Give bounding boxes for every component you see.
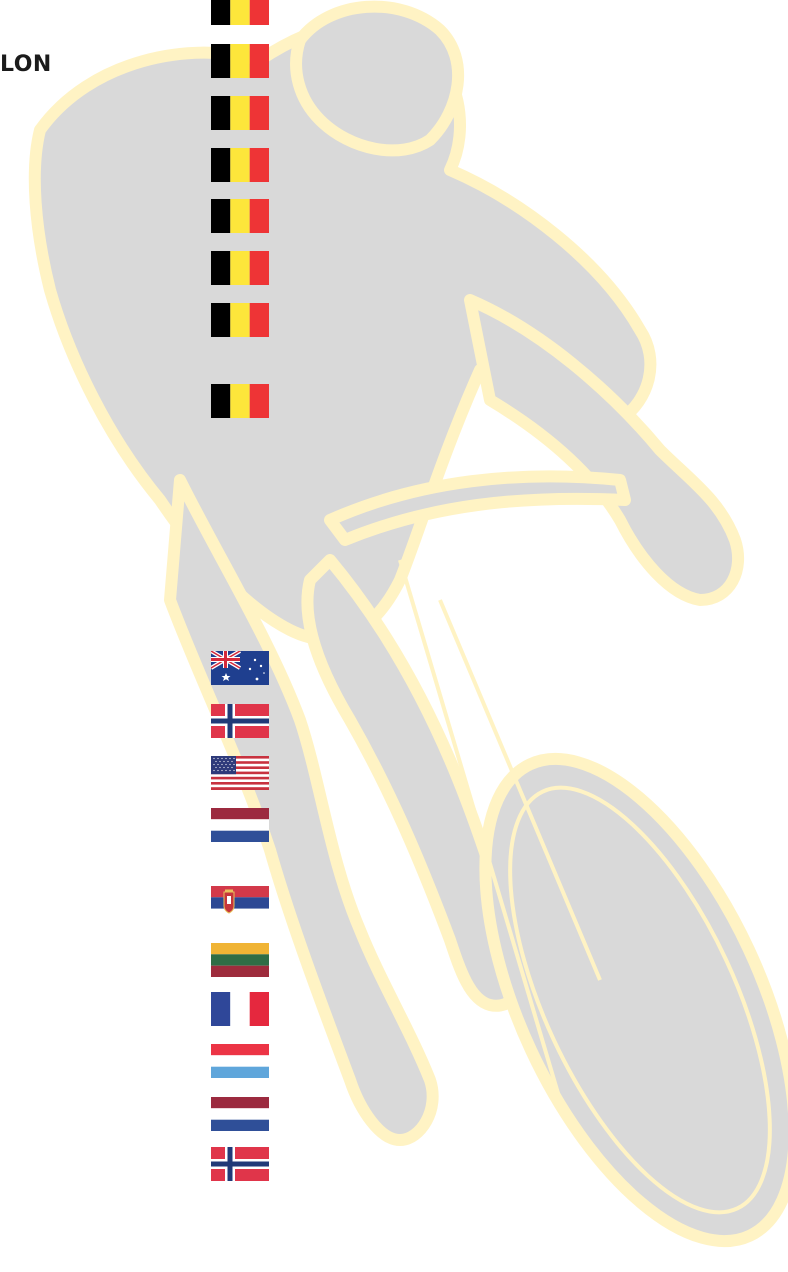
- belgium-flag-icon: [211, 148, 269, 182]
- belgium-flag-icon: [211, 384, 269, 418]
- france-flag-icon: [211, 992, 269, 1026]
- belgium-flag-icon: [211, 251, 269, 285]
- luxembourg-flag-icon: [211, 1044, 269, 1078]
- belgium-flag-icon: [211, 303, 269, 337]
- belgium-flag-icon: [211, 0, 269, 25]
- usa-flag-icon: [211, 756, 269, 790]
- page-title-fragment: LON: [0, 52, 52, 77]
- lithuania-flag-icon: [211, 943, 269, 977]
- country-flag-column: [211, 0, 269, 1272]
- norway-flag-icon: [211, 704, 269, 738]
- australia-flag-icon: [211, 651, 269, 685]
- belgium-flag-icon: [211, 199, 269, 233]
- serbia-flag-icon: [211, 886, 269, 920]
- norway-flag-icon: [211, 1147, 269, 1181]
- belgium-flag-icon: [211, 96, 269, 130]
- netherlands-flag-icon: [211, 808, 269, 842]
- belgium-flag-icon: [211, 44, 269, 78]
- netherlands-flag-icon: [211, 1097, 269, 1131]
